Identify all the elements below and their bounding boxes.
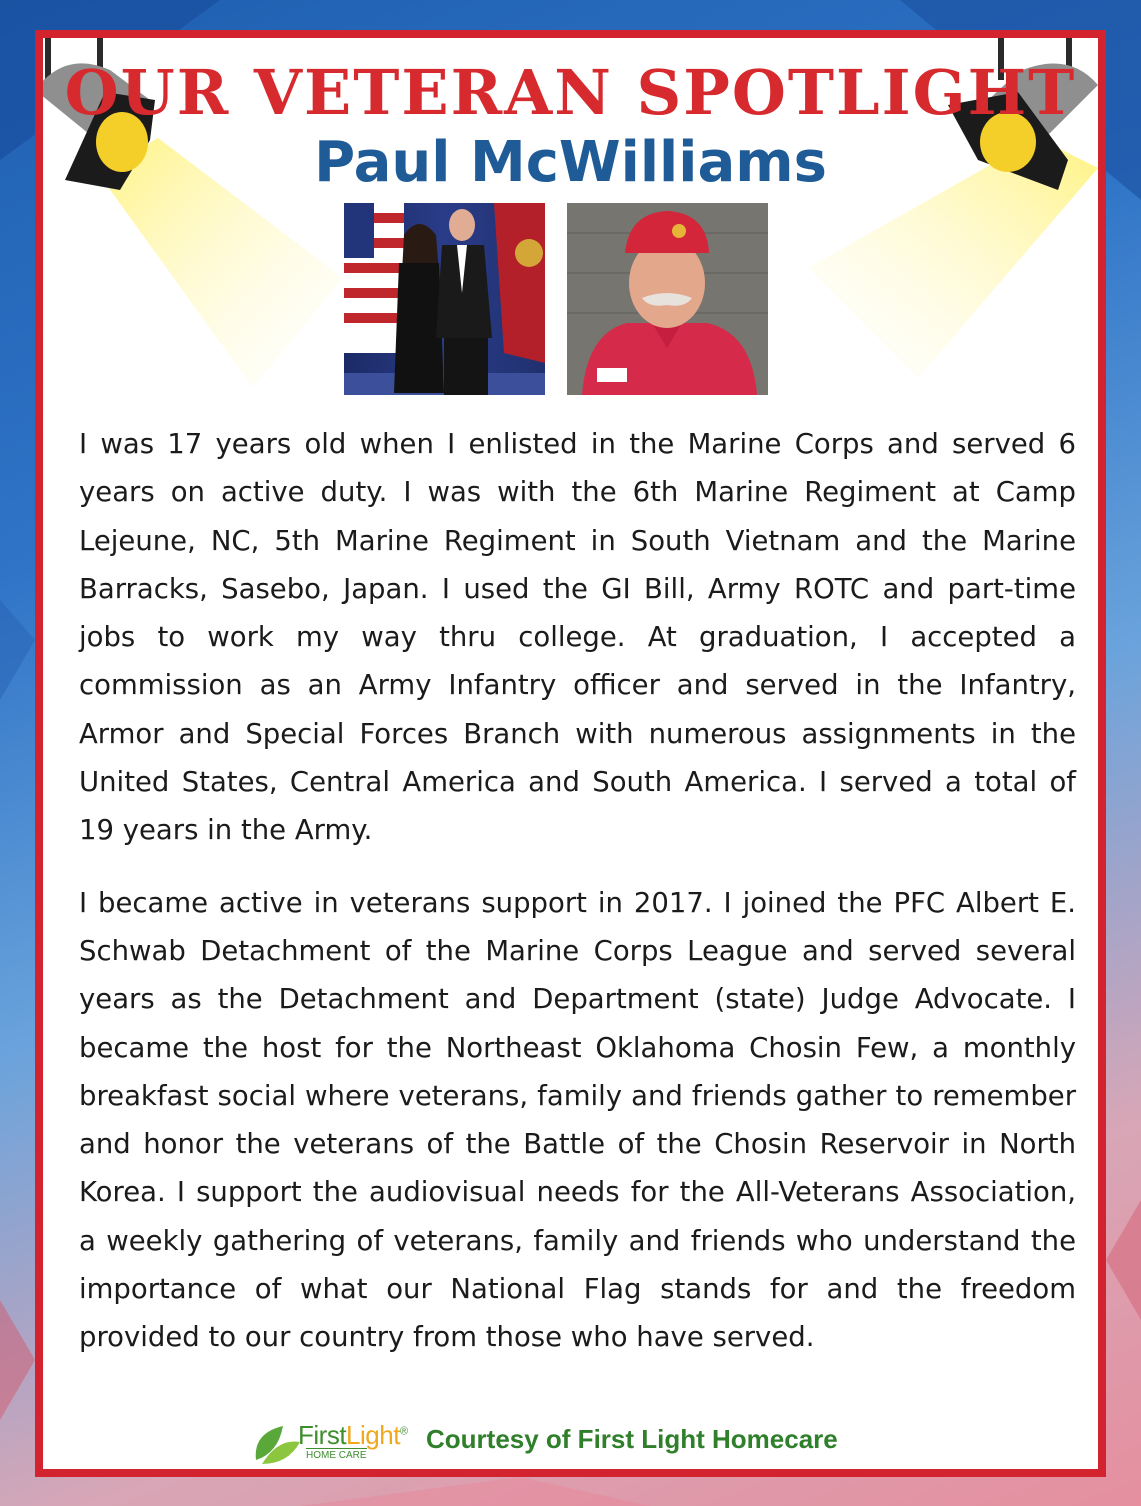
first-light-logo (298, 1420, 408, 1451)
veteran-story (79, 420, 1076, 1386)
logo-registered: ® (399, 1425, 408, 1438)
logo-subtitle: HOME CARE (306, 1450, 367, 1461)
spotlight-card (35, 30, 1106, 1477)
veteran-name: Paul McWilliams (314, 130, 827, 195)
couple-photo (344, 203, 545, 395)
story-paragraph: I became active in veterans support in 2017. I joined the PFC Albert E. Schwab Detachment of the Marine Corps League and served several years as the Detachment and Department (state) Judge Advocate. I became the host for the Northeast Oklahoma Chosin Few, a monthly breakfast social where veterans, family and friends gather to remember and honor the veterans of the Battle of the Chosin Reservoir in North Korea. I support the audiovisual needs for the All-Veterans Association, a weekly gathering of veterans, family and friends who understand the importance of what our National Flag stands for and the freedom provided to our country from those who have served. (79, 886, 1076, 1354)
veteran-red-cap-portrait-icon (567, 203, 768, 395)
logo-light: Light (346, 1420, 400, 1450)
story-paragraph: I was 17 years old when I enlisted in the Marine Corps and served 6 years on active duty. I was with the 6th Marine Regiment at Camp Lejeune, NC, 5th Marine Regiment in South Vietnam and the Marine Barracks, Sasebo, Japan. I used the GI Bill, Army ROTC and part-time jobs to work my way thru college. At graduation, I accepted a commission as an Army Infantry officer and served in the Infantry, Armor and Special Forces Branch with numerous assignments in the United States, Central America and South America. I served a total of 19 years in the Army. (79, 428, 1076, 847)
page-title: OUR VETERAN SPOTLIGHT (64, 56, 1077, 129)
couple-flag-photo-icon (344, 203, 545, 395)
courtesy-credit: Courtesy of First Light Homecare (426, 1424, 838, 1454)
veteran-portrait-photo (567, 203, 768, 395)
logo-first: First (298, 1420, 347, 1450)
footer (248, 1418, 948, 1468)
